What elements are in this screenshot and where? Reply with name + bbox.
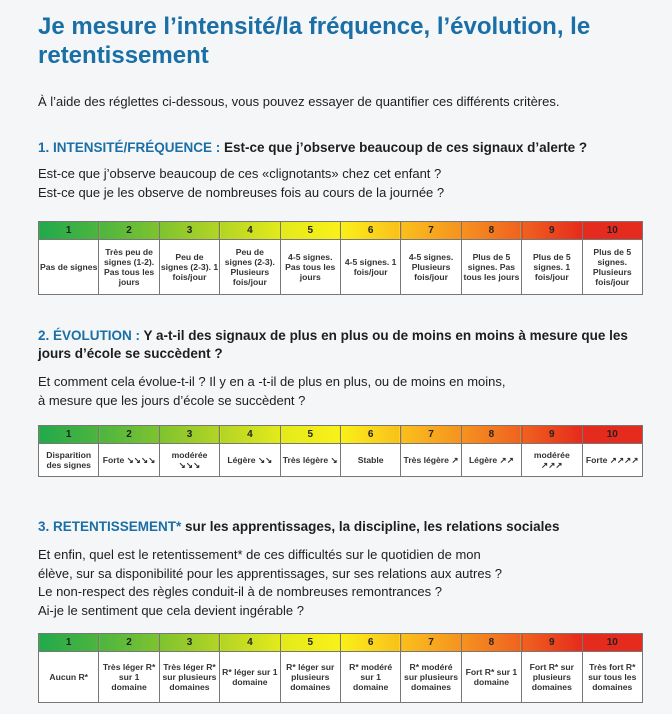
scale-level-4: 4 [220, 222, 280, 240]
scale-level-1: 1 [39, 634, 99, 652]
scale-description: Forte ↗↗↗↗ [582, 444, 642, 477]
scale-header-row [39, 222, 643, 240]
scale-description-row [39, 652, 643, 703]
scale-level-1: 1 [39, 426, 99, 444]
text-line: Et comment cela évolue-t-il ? Il y en a -t-il de plus en plus, ou de moins en moins, [38, 374, 506, 389]
section-question: Est-ce que j’observe beaucoup de ces signaux d’alerte ? [220, 140, 588, 155]
scale-description: R* léger sur 1 domaine [220, 652, 280, 703]
scale-description: Forte ↘↘↘↘ [99, 444, 159, 477]
scale-description: Très léger R* sur plusieurs domaines [159, 652, 219, 703]
scale-level-3: 3 [159, 634, 219, 652]
scale-level-3: 3 [159, 426, 219, 444]
scale-description: Fort R* sur plusieurs domaines [522, 652, 582, 703]
text-line: élève, sur sa disponibilité pour les apprentissages, sur ses relations aux autres ? [38, 565, 502, 581]
scale-description-row [39, 240, 643, 295]
scale-level-5: 5 [280, 634, 340, 652]
scale-description: Très léger R* sur 1 domaine [99, 652, 159, 703]
section-number: 2. ÉVOLUTION : [38, 328, 141, 343]
scale-level-5: 5 [280, 222, 340, 240]
text-line: Ai-je le sentiment que cela devient ingérable ? [38, 602, 304, 618]
scale-level-2: 2 [99, 426, 159, 444]
scale-description: Plus de 5 signes. Pas tous les jours [461, 240, 521, 295]
text-line: Est-ce que j’observe beaucoup de ces «clignotants» chez cet enfant ? [38, 166, 442, 181]
scale-header-row [39, 426, 643, 444]
section-3-text [38, 546, 648, 620]
scale-description: Aucun R* [39, 652, 99, 703]
scale-level-2: 2 [99, 222, 159, 240]
section-number: 1. INTENSITÉ/FRÉQUENCE : [38, 140, 221, 155]
scale-description: Plus de 5 signes. Plusieurs fois/jour [582, 240, 642, 295]
scale-description: Fort R* sur 1 domaine [461, 652, 521, 703]
section-number: 3. RETENTISSEMENT* [38, 519, 182, 534]
scale-description: Très fort R* sur tous les domaines [582, 652, 642, 703]
scale-description: R* modéré sur 1 domaine [340, 652, 400, 703]
scale-description: Légère ↘↘ [220, 444, 280, 477]
scale-description: Peu de signes (2-3). 1 fois/jour [159, 240, 219, 295]
scale-description: R* léger sur plusieurs domaines [280, 652, 340, 703]
scale-level-2: 2 [99, 634, 159, 652]
scale-description: Très peu de signes (1-2). Pas tous les jours [99, 240, 159, 295]
scale-level-8: 8 [461, 634, 521, 652]
scale-level-7: 7 [401, 634, 461, 652]
scale-level-6: 6 [340, 426, 400, 444]
scale-level-5: 5 [280, 426, 340, 444]
scale-description: Disparition des signes [39, 444, 99, 477]
text-line: à mesure que les jours d’école se succèdent ? [38, 392, 306, 408]
section-2-text [38, 373, 648, 410]
scale-level-6: 6 [340, 222, 400, 240]
scale-description: R* modéré sur plusieurs domaines [401, 652, 461, 703]
scale-description: Peu de signes (2-3). Plusieurs fois/jour [220, 240, 280, 295]
scale-description-row [39, 444, 643, 477]
scale-level-10: 10 [582, 634, 642, 652]
evolution-scale-table [38, 425, 643, 477]
section-question: sur les apprentissages, la discipline, les relations sociales [181, 519, 560, 534]
scale-level-10: 10 [582, 222, 642, 240]
scale-description: modérée ↘↘↘ [159, 444, 219, 477]
scale-header-row [39, 634, 643, 652]
scale-level-7: 7 [401, 222, 461, 240]
section-question: Y a-t-il des signaux de plus en plus ou de moins en moins à mesure que les jours d’école se succèdent ? [38, 328, 628, 361]
intro-text: À l’aide des réglettes ci-dessous, vous pouvez essayer de quantifier ces différents critères. [38, 94, 560, 109]
section-1-heading [38, 139, 648, 157]
scale-level-10: 10 [582, 426, 642, 444]
scale-description: 4-5 signes. 1 fois/jour [340, 240, 400, 295]
intensity-scale-table [38, 221, 643, 295]
scale-description: 4-5 signes. Plusieurs fois/jour [401, 240, 461, 295]
text-line: Et enfin, quel est le retentissement* de ces difficultés sur le quotidien de mon [38, 547, 481, 562]
scale-description: Plus de 5 signes. 1 fois/jour [522, 240, 582, 295]
scale-description: Pas de signes [39, 240, 99, 295]
section-2-heading [38, 327, 648, 363]
scale-description: Très légère ↗ [401, 444, 461, 477]
impact-scale-table [38, 633, 643, 703]
text-line: Le non-respect des règles conduit-il à de nombreuses remontrances ? [38, 584, 442, 599]
scale-level-6: 6 [340, 634, 400, 652]
scale-level-8: 8 [461, 222, 521, 240]
text-line: Est-ce que je les observe de nombreuses fois au cours de la journée ? [38, 184, 445, 200]
section-3-heading [38, 518, 648, 536]
scale-level-8: 8 [461, 426, 521, 444]
scale-level-9: 9 [522, 426, 582, 444]
scale-description: Très légère ↘ [280, 444, 340, 477]
scale-level-9: 9 [522, 222, 582, 240]
scale-description: Stable [340, 444, 400, 477]
scale-description: 4-5 signes. Pas tous les jours [280, 240, 340, 295]
scale-level-9: 9 [522, 634, 582, 652]
scale-level-7: 7 [401, 426, 461, 444]
scale-level-1: 1 [39, 222, 99, 240]
scale-level-3: 3 [159, 222, 219, 240]
page-title: Je mesure l’intensité/la fréquence, l’évolution, le retentissement [38, 13, 591, 69]
scale-description: modérée ↗↗↗ [522, 444, 582, 477]
scale-level-4: 4 [220, 634, 280, 652]
section-1-text [38, 165, 648, 202]
scale-level-4: 4 [220, 426, 280, 444]
scale-description: Légère ↗↗ [461, 444, 521, 477]
